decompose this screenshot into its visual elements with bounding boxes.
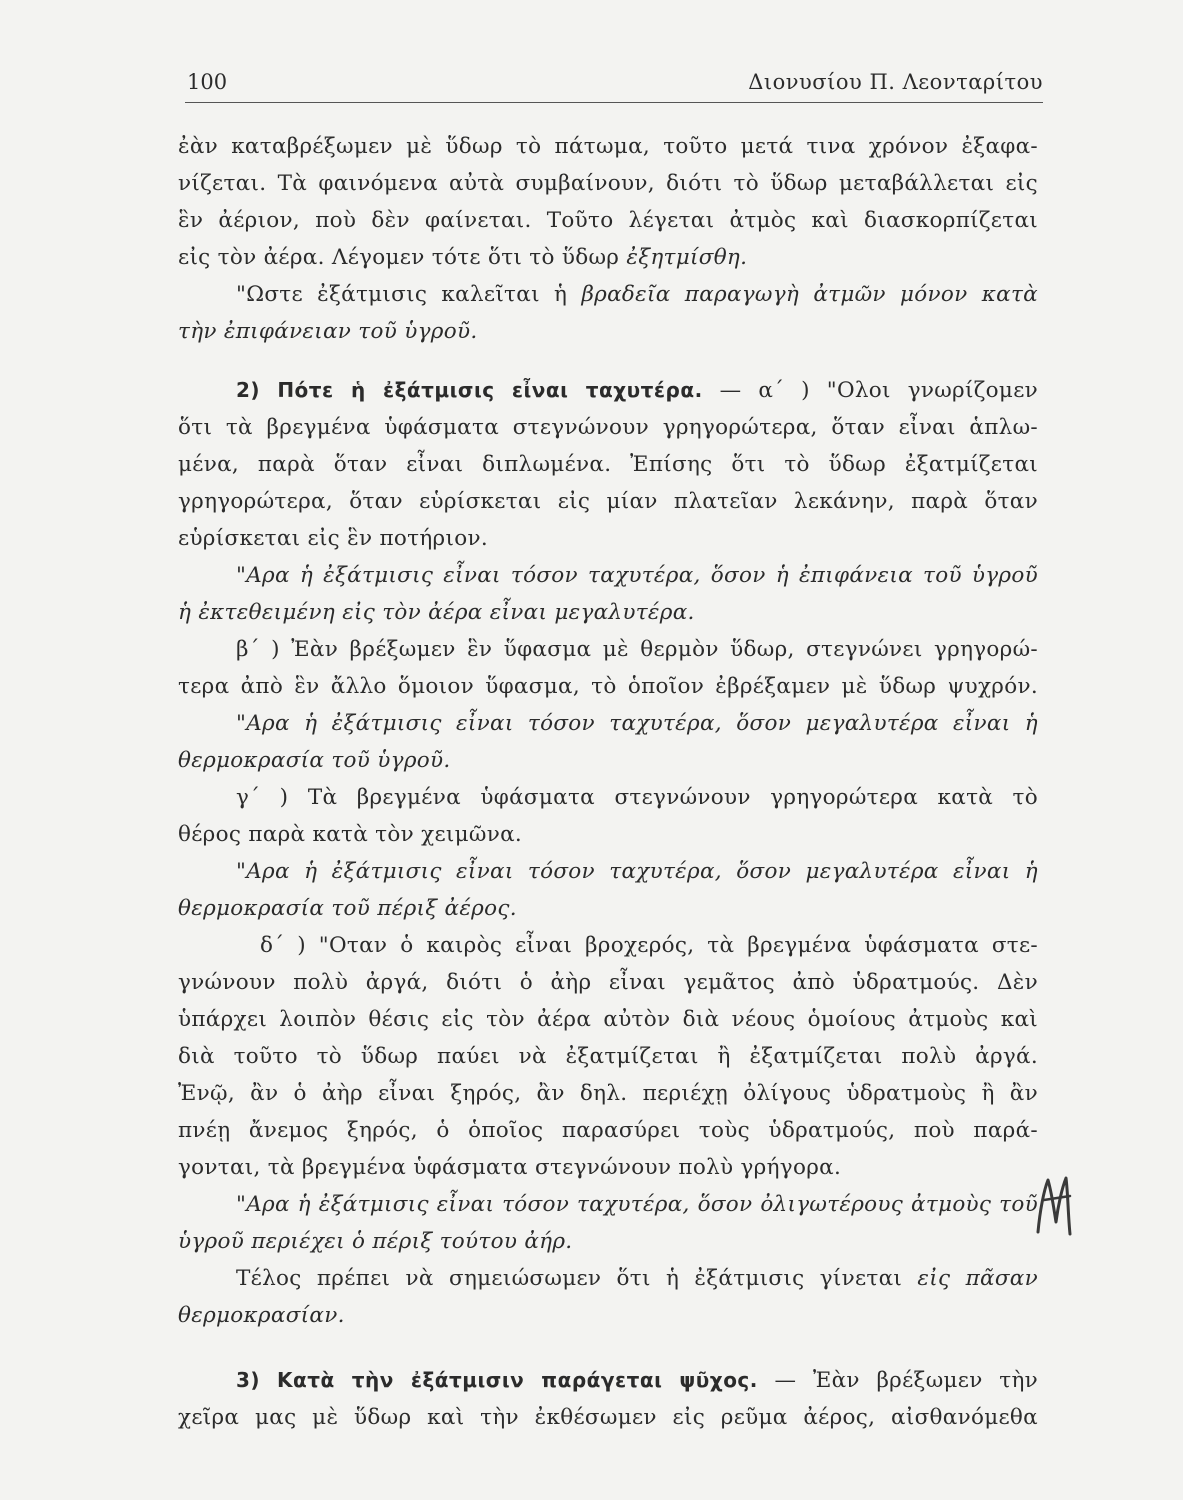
text-line: γ΄ ) Τὰ βρεγμένα ὑφάσματα στεγνώνουν γρηγορώτερα κατὰ τὸ bbox=[236, 785, 1038, 810]
page-body bbox=[178, 128, 1038, 1436]
conclusion-line: "Αρα ἡ ἐξάτμισις εἶναι τόσον ταχυτέρα, ὅσον μεγαλυτέρα εἶναι ἡ bbox=[236, 711, 1038, 736]
text-line: νίζεται. Τὰ φαινόμενα αὐτὰ συμβαίνουν, διότι τὸ ὕδωρ μεταβάλλεται εἰς bbox=[178, 171, 1038, 196]
text-line: χεῖρα μας μὲ ὕδωρ καὶ τὴν ἐκθέσωμεν εἰς ρεῦμα ἀέρος, αἰσθανόμεθα bbox=[178, 1405, 1038, 1430]
text-line: πνέῃ ἄνεμος ξηρός, ὁ ὁποῖος παρασύρει τοὺς ὑδρατμούς, ποὺ παρά- bbox=[178, 1118, 1038, 1143]
conclusion-line: "Αρα ἡ ἐξάτμισις εἶναι τόσον ταχυτέρα, ὅσον ὀλιγωτέρους ἀτμοὺς τοῦ bbox=[236, 1192, 1038, 1217]
page-number: 100 bbox=[187, 70, 228, 94]
text-line: διὰ τοῦτο τὸ ὕδωρ παύει νὰ ἐξατμίζεται ἢ ἐξατμίζεται πολὺ ἀργά. bbox=[178, 1044, 1038, 1069]
text-line: ἓν ἀέριον, ποὺ δὲν φαίνεται. Τοῦτο λέγεται ἀτμὸς καὶ διασκορπίζεται bbox=[178, 208, 1038, 233]
text-line: Τέλος πρέπει νὰ σημειώσωμεν ὅτι ἡ ἐξάτμισις γίνεται εἰς πᾶσαν bbox=[236, 1266, 1038, 1291]
text-line: γνώνουν πολὺ ἀργά, διότι ὁ ἀὴρ εἶναι γεμᾶτος ἀπὸ ὑδρατμούς. Δὲν bbox=[178, 970, 1038, 995]
text-line: γρηγορώτερα, ὅταν εὑρίσκεται εἰς μίαν πλατεῖαν λεκάνην, παρὰ ὅταν bbox=[178, 489, 1038, 514]
definition-line: "Ωστε ἐξάτμισις καλεῖται ἡ βραδεῖα παραγωγὴ ἀτμῶν μόνον κατὰ bbox=[236, 282, 1038, 307]
text-line: θερμοκρασίαν. bbox=[178, 1303, 345, 1328]
text-line: β΄ ) Ἐὰν βρέξωμεν ἓν ὕφασμα μὲ θερμὸν ὕδωρ, στεγνώνει γρηγορώ- bbox=[236, 637, 1038, 662]
conclusion-line: "Αρα ἡ ἐξάτμισις εἶναι τόσον ταχυτέρα, ὅσον μεγαλυτέρα εἶναι ἡ bbox=[236, 859, 1038, 884]
conclusion-line: θερμοκρασία τοῦ πέριξ ἀέρος. bbox=[178, 896, 517, 921]
text-line: δ΄ ) "Οταν ὁ καιρὸς εἶναι βροχερός, τὰ βρεγμένα ὑφάσματα στε- bbox=[260, 933, 1038, 958]
text-line: ὅτι τὰ βρεγμένα ὑφάσματα στεγνώνουν γρηγορώτερα, ὅταν εἶναι ἁπλω- bbox=[178, 415, 1038, 440]
text-line: ἐὰν καταβρέξωμεν μὲ ὕδωρ τὸ πάτωμα, τοῦτο μετά τινα χρόνον ἐξαφα- bbox=[178, 134, 1038, 159]
handwritten-signature bbox=[1030, 1170, 1080, 1240]
conclusion-line: "Αρα ἡ ἐξάτμισις εἶναι τόσον ταχυτέρα, ὅσον ἡ ἐπιφάνεια τοῦ ὑγροῦ bbox=[236, 563, 1038, 588]
section-heading-3: 3) Κατὰ τὴν ἐξάτμισιν παράγεται ψῦχος. — Ἐὰν βρέξωμεν τὴν bbox=[236, 1368, 1038, 1393]
text-line: Ἐνῷ, ἂν ὁ ἀὴρ εἶναι ξηρός, ἂν δηλ. περιέχῃ ὀλίγους ὑδρατμοὺς ἢ ἂν bbox=[178, 1081, 1038, 1106]
text-line: γονται, τὰ βρεγμένα ὑφάσματα στεγνώνουν πολὺ γρήγορα. bbox=[178, 1155, 842, 1180]
page-header bbox=[185, 68, 1043, 103]
conclusion-line: ὑγροῦ περιέχει ὁ πέριξ τούτου ἀήρ. bbox=[178, 1229, 573, 1254]
conclusion-line: θερμοκρασία τοῦ ὑγροῦ. bbox=[178, 748, 451, 773]
text-line: εἰς τὸν ἀέρα. Λέγομεν τότε ὅτι τὸ ὕδωρ ἐξητμίσθη. bbox=[178, 245, 748, 270]
text-line: ὑπάρχει λοιπὸν θέσις εἰς τὸν ἀέρα αὐτὸν διὰ νέους ὁμοίους ἀτμοὺς καὶ bbox=[178, 1007, 1038, 1032]
definition-line: τὴν ἐπιφάνειαν τοῦ ὑγροῦ. bbox=[178, 319, 478, 344]
text-line: τερα ἀπὸ ἓν ἄλλο ὅμοιον ὕφασμα, τὸ ὁποῖον ἐβρέξαμεν μὲ ὕδωρ ψυχρόν. bbox=[178, 674, 1038, 699]
running-title: Διονυσίου Π. Λεονταρίτου bbox=[748, 70, 1043, 94]
text-line: μένα, παρὰ ὅταν εἶναι διπλωμένα. Ἐπίσης ὅτι τὸ ὕδωρ ἐξατμίζεται bbox=[178, 452, 1038, 477]
conclusion-line: ἡ ἐκτεθειμένη εἰς τὸν ἀέρα εἶναι μεγαλυτέρα. bbox=[178, 600, 695, 625]
section-heading-2: 2) Πότε ἡ ἐξάτμισις εἶναι ταχυτέρα. — α΄ ) "Ολοι γνωρίζομεν bbox=[236, 378, 1038, 403]
text-line: εὑρίσκεται εἰς ἓν ποτήριον. bbox=[178, 526, 488, 551]
text-line: θέρος παρὰ κατὰ τὸν χειμῶνα. bbox=[178, 822, 523, 847]
